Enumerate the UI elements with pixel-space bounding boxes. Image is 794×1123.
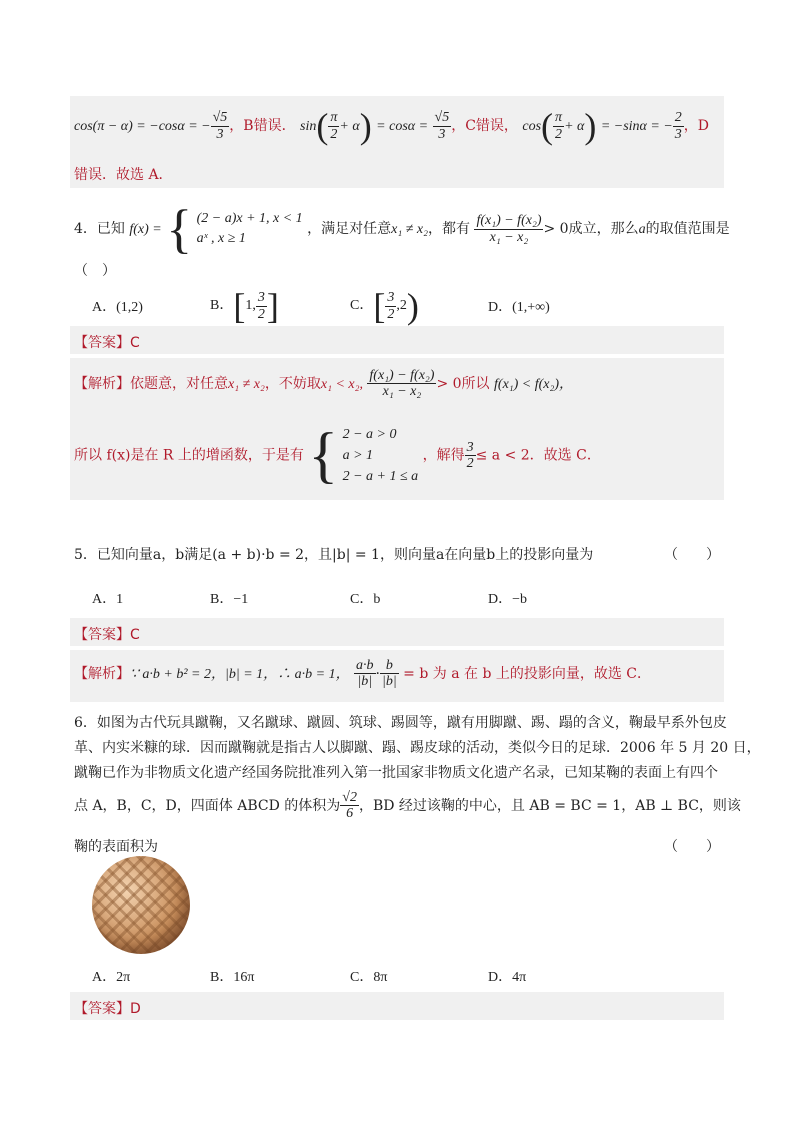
q4-explanation-line2: 所以 f(x)是在 R 上的增函数，于是有 { 2 − a > 0 a > 1 2 − a + 1 ≤ a ，解得 $\frac{3}{2}$ ≤ a < 2．故选 C． [74,421,601,490]
q6-line3: 蹴鞠已作为非物质文化遗产经国务院批准列入第一批国家非物质文化遗产名录，已知某鞠的表面上有四个 [74,765,718,781]
q6-option-b[interactable]: B．16π [210,970,255,985]
q4-answer: 【答案】C [74,335,140,351]
q5-answer-block [70,618,724,646]
q6-option-c[interactable]: C．8π [350,970,388,985]
q5-paren: （ ） [664,547,720,563]
q3-explanation-line1: cos(π − α) = −cosα = − $\frac{√5}{3}$ ，B错误． sin( $\frac{\pi}{2}$ + α) = cosα = $\frac{√5}{3}$ ，C错误， cos( $\frac{\pi}{2}$ + α) = −sinα = − $\frac{2}{3}$ ，D [74,106,710,146]
q5-option-c[interactable]: C．b [350,592,381,607]
q4-option-a[interactable]: A．(1,2) [92,300,143,315]
cuju-ball-image [92,856,190,954]
q6-answer: 【答案】D [74,1001,141,1017]
q6-paren: （ ） [664,839,720,855]
q4-option-b[interactable]: B．[1, $\frac{3}{2}$ ] [210,286,279,326]
q6-line1: 6．如图为古代玩具蹴鞠，又名蹴球、蹴圆、筑球、踢圆等，蹴有用脚蹴、踢、蹋的含义，鞠最早系外包皮 [74,715,727,731]
q4-answer-block [70,326,724,354]
q6-line5: 鞠的表面积为 [74,839,158,855]
q4-option-d[interactable]: D．(1,+∞) [488,300,550,315]
q4-explanation-line1: 【解析】依题意，对任意x₁ ≠ x₂，不妨取x₁ < x₂, $\frac{\text{f(x₁) − f(x₂)}}{\text{x₁ − x₂}}$ > 0所以 f(x₁) < f(x₂)， [74,368,574,400]
q3-explanation-line2: 错误．故选 A． [74,167,173,183]
q5-option-a[interactable]: A．1 [92,592,124,607]
q4-paren: （ ） [74,263,116,279]
q6-line4: 点 A，B，C，D，四面体 ABCD 的体积为 $\frac{√2}{6}$ ，BD 经过该鞠的中心，且 AB = BC = 1，AB ⊥ BC，则该 [74,790,741,822]
q6-line2: 革、内实米糠的球．因而蹴鞠就是指古人以脚蹴、蹋、踢皮球的活动，类似今日的足球．2006 年 5 月 20 日， [74,740,761,756]
q4-option-c[interactable]: C．[ $\frac{3}{2}$ ,2) [350,286,419,326]
q6-option-d[interactable]: D．4π [488,970,527,985]
q5-option-d[interactable]: D．−b [488,592,528,607]
q5-option-b[interactable]: B．−1 [210,592,249,607]
q5-stem: 5．已知向量a，b满足(a + b)·b = 2，且|b| = 1，则向量a在向量b上的投影向量为 [74,547,594,563]
q6-answer-block [70,992,724,1020]
q4-stem: 4．已知 f(x) = { (2 − a)x + 1, x < 1 aˣ , x ≥ 1 ，满足对任意x₁ ≠ x₂，都有 $\frac{\text{f(x₁) − f(x₂)}}{\text{x₁ − x₂}}$ > 0成立，那么a的取值范围是 [74,199,730,259]
q6-option-a[interactable]: A．2π [92,970,131,985]
q5-answer: 【答案】C [74,627,140,643]
q5-explanation: 【解析】∵ a·b + b² = 2，|b| = 1，∴ a·b = 1， $\frac{a\cdot b}{|b|}$ · $\frac{b}{|b|}$ = b 为 a 在 b 上的投影向量，故选 C． [74,658,652,690]
